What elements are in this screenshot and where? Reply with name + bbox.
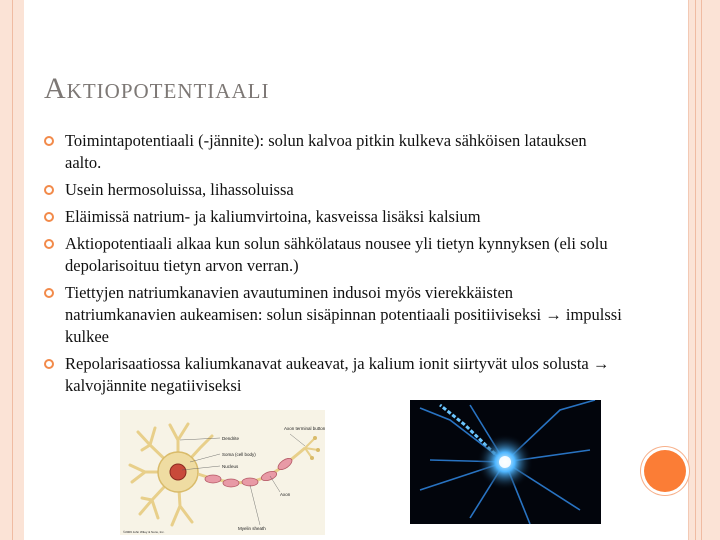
- axon-terminals: [305, 438, 318, 458]
- list-item: [44, 179, 624, 201]
- label-axon: Axon: [280, 492, 291, 497]
- orange-circle-decoration: [644, 450, 686, 492]
- neuron-photo-svg: [410, 400, 601, 524]
- bullet-text: Repolarisaatiossa kaliumkanavat aukeavat, ja kalium ionit siirtyvät ulos solusta → kalvojännite negatiiviseksi: [65, 354, 610, 395]
- label-dendrite: Dendrite: [222, 436, 240, 441]
- bullet-text: Aktiopotentiaali alkaa kun solun sähkölataus nousee yli tietyn kynnyksen (eli solu depolarisoituu tietyn arvon verran.): [65, 234, 608, 275]
- list-item: [44, 206, 624, 228]
- border-line: [701, 0, 702, 540]
- neuron-diagram-svg: [120, 410, 325, 535]
- neuron-photo-image: [410, 400, 601, 524]
- slide-title: Aktiopotentiaali: [44, 72, 270, 105]
- nucleus-shape: [170, 464, 186, 480]
- bullet-list: [44, 130, 624, 402]
- left-decorative-border: [0, 0, 25, 540]
- bullet-text: Eläimissä natrium- ja kaliumvirtoina, kasveissa lisäksi kalsium: [65, 207, 481, 226]
- myelin-segments: [205, 456, 294, 487]
- label-soma: Soma (cell body): [222, 452, 256, 457]
- bullet-icon: [44, 288, 54, 298]
- list-item: [44, 282, 624, 348]
- bullet-icon: [44, 239, 54, 249]
- diagram-copyright: ©2006 John Wiley & Sons, Inc.: [123, 530, 165, 534]
- list-item: [44, 130, 624, 174]
- label-nucleus: Nucleus: [222, 464, 239, 469]
- bullet-icon: [44, 136, 54, 146]
- neuron-diagram-image: [120, 410, 325, 535]
- border-line: [695, 0, 696, 540]
- bullet-text: Toimintapotentiaali (-jännite): solun kalvoa pitkin kulkeva sähköisen latauksen aalto.: [65, 131, 587, 172]
- right-decorative-border: [688, 0, 720, 540]
- bullet-icon: [44, 212, 54, 222]
- bullet-icon: [44, 359, 54, 369]
- bullet-text: Usein hermosoluissa, lihassoluissa: [65, 180, 294, 199]
- list-item: [44, 353, 624, 397]
- bullet-icon: [44, 185, 54, 195]
- list-item: [44, 233, 624, 277]
- label-axon-terminal: Axon terminal button: [284, 426, 325, 431]
- label-myelin: Myelin sheath: [238, 526, 266, 531]
- bullet-text: Tiettyjen natriumkanavien avautuminen indusoi myös vierekkäisten natriumkanavien aukeamisen: solun sisäpinnan potentiaali positiiviseksi → impulssi kulkee: [65, 283, 622, 346]
